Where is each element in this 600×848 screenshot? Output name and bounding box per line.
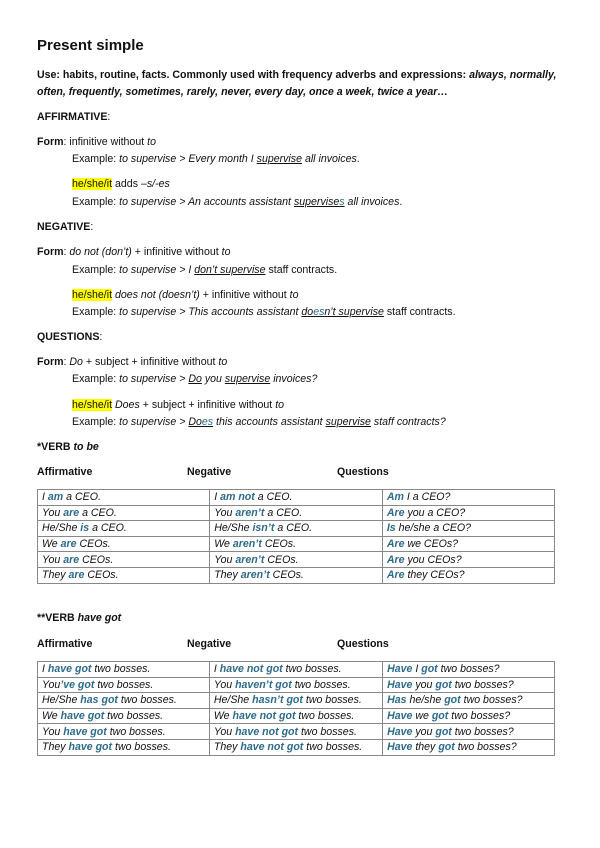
- verb-have-got-col-questions: Questions: [337, 638, 389, 650]
- cell-text: You: [42, 678, 61, 691]
- verb-have-got-heading: **VERB have got: [37, 612, 122, 624]
- cell-text: two bosses?: [451, 678, 514, 691]
- cell-text: two bosses.: [282, 663, 342, 676]
- verb-form: Have: [387, 678, 413, 691]
- table-cell: [383, 693, 555, 709]
- use-adverbs: always, normally, often, frequently, sometimes, rarely, never, every day, once a week, twice a year…: [37, 69, 557, 98]
- cell-text: they: [412, 741, 439, 754]
- verb-form: Have: [387, 710, 413, 723]
- table-cell: [210, 536, 383, 552]
- table-cell: [38, 739, 210, 755]
- cell-text: he/she a CEO?: [395, 522, 472, 535]
- table-cell: [210, 521, 383, 537]
- cell-text: I a CEO?: [403, 491, 451, 504]
- cell-text: two bosses.: [298, 725, 357, 738]
- cell-text: two bosses.: [295, 710, 355, 723]
- verb-form: am not: [220, 491, 255, 504]
- cell-text: two bosses.: [94, 678, 154, 691]
- verb-form: isn’t: [252, 522, 275, 535]
- affirmative-form: Form: infinitive without to: [37, 136, 156, 148]
- hsi-highlight: he/she/it: [72, 289, 113, 301]
- cell-text: CEOs.: [261, 538, 297, 551]
- table-cell: [382, 505, 554, 521]
- table-cell: [38, 724, 210, 740]
- cell-text: you: [412, 725, 436, 738]
- verb-form: Is: [386, 522, 396, 535]
- cell-text: a CEO.: [63, 491, 101, 504]
- cell-text: They: [42, 741, 69, 754]
- page-title: Present simple: [37, 37, 144, 54]
- table-cell: [210, 567, 383, 583]
- cell-text: I: [412, 663, 422, 676]
- verb-form: aren’t: [235, 506, 265, 519]
- cell-text: He/She: [42, 694, 81, 707]
- verb-form: are: [60, 538, 77, 551]
- verb-form: is: [80, 522, 90, 535]
- cell-text: two bosses.: [106, 725, 166, 738]
- cell-text: you CEOs?: [404, 553, 462, 566]
- table-row: [38, 490, 555, 506]
- cell-text: two bosses.: [91, 663, 151, 676]
- cell-text: two bosses.: [112, 741, 171, 754]
- verb-form: are: [68, 569, 85, 582]
- cell-text: You: [213, 725, 236, 738]
- use-paragraph: [37, 67, 567, 101]
- verb-form: are: [63, 553, 80, 566]
- table-cell: [210, 552, 383, 568]
- cell-text: We: [214, 538, 233, 551]
- table-cell: [382, 536, 554, 552]
- questions-hsi-rule: he/she/it Does + subject + infinitive without to: [72, 399, 285, 411]
- table-cell: [38, 521, 210, 537]
- questions-example-2: Example: to supervise > Does this accounts assistant supervise staff contracts?: [72, 416, 446, 428]
- table-cell: [38, 505, 210, 521]
- verb-be-heading: *VERB to be: [37, 441, 99, 453]
- cell-text: We: [213, 710, 233, 723]
- cell-text: two bosses?: [460, 694, 523, 707]
- table-cell: [382, 490, 554, 506]
- affirmative-heading: AFFIRMATIVE:: [37, 111, 111, 123]
- verb-form: am: [47, 491, 64, 504]
- cell-text: We: [42, 538, 61, 551]
- table-cell: [383, 677, 555, 693]
- verb-be-col-negative: Negative: [187, 466, 232, 478]
- hsi-highlight: he/she/it: [72, 399, 113, 411]
- table-row: [38, 739, 555, 755]
- verb-have-got-col-affirmative: Affirmative: [37, 638, 93, 650]
- cell-text: we CEOs?: [404, 538, 459, 551]
- table-cell: [209, 739, 382, 755]
- cell-text: You: [213, 678, 236, 691]
- verb-form: have got: [68, 741, 113, 754]
- verb-form: Have: [387, 741, 413, 754]
- cell-text: You: [42, 553, 64, 566]
- negative-hsi-rule: he/she/it does not (doesn’t) + infinitive without to: [72, 289, 299, 301]
- table-cell: [209, 708, 382, 724]
- verb-be-col-questions: Questions: [337, 466, 389, 478]
- verb-form: have not got: [235, 725, 299, 738]
- table-cell: [210, 505, 383, 521]
- verb-form: have got: [60, 710, 105, 723]
- table-cell: [383, 662, 555, 678]
- table-cell: [209, 662, 382, 678]
- table-cell: [38, 567, 210, 583]
- cell-text: a CEO.: [274, 522, 313, 535]
- table-row: [38, 677, 555, 693]
- verb-form: have not got: [232, 710, 296, 723]
- verb-form: are: [63, 506, 80, 519]
- cell-text: he/she: [406, 694, 445, 707]
- cell-text: two bosses?: [451, 725, 514, 738]
- verb-form: Are: [386, 538, 405, 551]
- verb-form: have not got: [240, 741, 304, 754]
- table-cell: [383, 739, 555, 755]
- affirmative-example-1: Example: to supervise > Every month I supervise all invoices.: [72, 153, 360, 165]
- table-cell: [38, 677, 210, 693]
- verb-form: aren’t: [235, 553, 265, 566]
- questions-heading: QUESTIONS:: [37, 331, 103, 343]
- verb-form: Are: [386, 506, 405, 519]
- verb-form: got: [435, 678, 452, 691]
- cell-text: two bosses?: [448, 710, 511, 723]
- table-row: [38, 521, 555, 537]
- table-row: [38, 693, 555, 709]
- verb-form: hasn’t got: [252, 694, 303, 707]
- cell-text: I: [42, 663, 48, 676]
- verb-have-got-table: [37, 661, 555, 756]
- cell-text: They: [214, 569, 241, 582]
- cell-text: a CEO.: [89, 522, 127, 535]
- cell-text: two bosses?: [437, 663, 500, 676]
- verb-form: aren’t: [240, 569, 270, 582]
- negative-example-1: Example: to supervise > I don’t supervise staff contracts.: [72, 264, 338, 276]
- cell-text: CEOs.: [264, 553, 299, 566]
- cell-text: I: [42, 491, 48, 504]
- table-row: [38, 552, 555, 568]
- verb-form: got: [438, 741, 455, 754]
- verb-have-got-col-negative: Negative: [187, 638, 232, 650]
- table-cell: [383, 724, 555, 740]
- verb-form: have got: [63, 725, 107, 738]
- cell-text: You: [42, 506, 64, 519]
- table-cell: [38, 490, 210, 506]
- table-cell: [210, 490, 383, 506]
- cell-text: two bosses.: [302, 694, 362, 707]
- verb-form: got: [431, 710, 449, 723]
- cell-text: a CEO.: [264, 506, 303, 519]
- cell-text: He/She: [42, 522, 81, 535]
- cell-text: you: [412, 678, 436, 691]
- negative-example-2: Example: to supervise > This accounts assistant doesn’t supervise staff contracts.: [72, 306, 456, 318]
- use-prefix: Use: habits, routine, facts. Commonly used with frequency adverbs and expressions:: [37, 69, 470, 81]
- cell-text: we: [412, 710, 432, 723]
- hsi-highlight: he/she/it: [72, 178, 113, 190]
- cell-text: two bosses.: [291, 678, 351, 691]
- cell-text: CEOs.: [76, 538, 111, 551]
- cell-text: You: [42, 725, 64, 738]
- table-cell: [38, 662, 210, 678]
- cell-text: two bosses.: [303, 741, 363, 754]
- questions-form: Form: Do + subject + infinitive without to: [37, 356, 228, 368]
- verb-form: Has: [387, 694, 407, 707]
- verb-form: got: [444, 694, 461, 707]
- table-cell: [38, 708, 210, 724]
- table-row: [38, 708, 555, 724]
- cell-text: a CEO.: [254, 491, 293, 504]
- verb-form: have not got: [219, 663, 283, 676]
- table-cell: [209, 724, 382, 740]
- cell-text: We: [42, 710, 61, 723]
- cell-text: two bosses.: [117, 694, 177, 707]
- verb-form: aren’t: [232, 538, 262, 551]
- verb-form: has got: [80, 694, 118, 707]
- table-row: [38, 662, 555, 678]
- table-row: [38, 505, 555, 521]
- table-cell: [38, 552, 210, 568]
- verb-form: Am: [386, 491, 404, 504]
- verb-form: Are: [386, 553, 405, 566]
- table-row: [38, 567, 555, 583]
- cell-text: they CEOs?: [404, 569, 465, 582]
- affirmative-example-2: Example: to supervise > An accounts assistant supervises all invoices.: [72, 196, 403, 208]
- cell-text: CEOs.: [84, 569, 119, 582]
- verb-form: Have: [387, 725, 413, 738]
- verb-form: ’ve got: [60, 678, 95, 691]
- cell-text: He/She: [213, 694, 253, 707]
- cell-text: You: [214, 553, 236, 566]
- table-cell: [209, 693, 382, 709]
- cell-text: two bosses?: [454, 741, 517, 754]
- table-cell: [383, 708, 555, 724]
- cell-text: They: [42, 569, 69, 582]
- cell-text: two bosses.: [104, 710, 164, 723]
- cell-text: I: [214, 491, 221, 504]
- cell-text: CEOs.: [79, 553, 114, 566]
- table-cell: [38, 693, 210, 709]
- verb-be-table: [37, 489, 555, 584]
- cell-text: You: [214, 506, 236, 519]
- table-cell: [382, 552, 554, 568]
- verb-form: Are: [386, 569, 405, 582]
- verb-be-col-affirmative: Affirmative: [37, 466, 93, 478]
- cell-text: I: [213, 663, 220, 676]
- cell-text: a CEO.: [79, 506, 117, 519]
- affirmative-hsi-rule: he/she/it adds –s/-es: [72, 178, 170, 190]
- verb-form: have got: [47, 663, 92, 676]
- table-cell: [209, 677, 382, 693]
- cell-text: They: [213, 741, 241, 754]
- table-row: [38, 536, 555, 552]
- verb-form: got: [435, 725, 452, 738]
- negative-heading: NEGATIVE:: [37, 221, 94, 233]
- table-cell: [382, 521, 554, 537]
- cell-text: you a CEO?: [404, 506, 466, 519]
- negative-form: Form: do not (don’t) + infinitive without to: [37, 246, 231, 258]
- table-row: [38, 724, 555, 740]
- verb-form: haven’t got: [235, 678, 292, 691]
- verb-form: got: [421, 663, 438, 676]
- cell-text: He/She: [214, 522, 253, 535]
- questions-example-1: Example: to supervise > Do you supervise invoices?: [72, 373, 318, 385]
- table-cell: [38, 536, 210, 552]
- verb-form: Have: [387, 663, 413, 676]
- table-cell: [382, 567, 554, 583]
- cell-text: CEOs.: [269, 569, 304, 582]
